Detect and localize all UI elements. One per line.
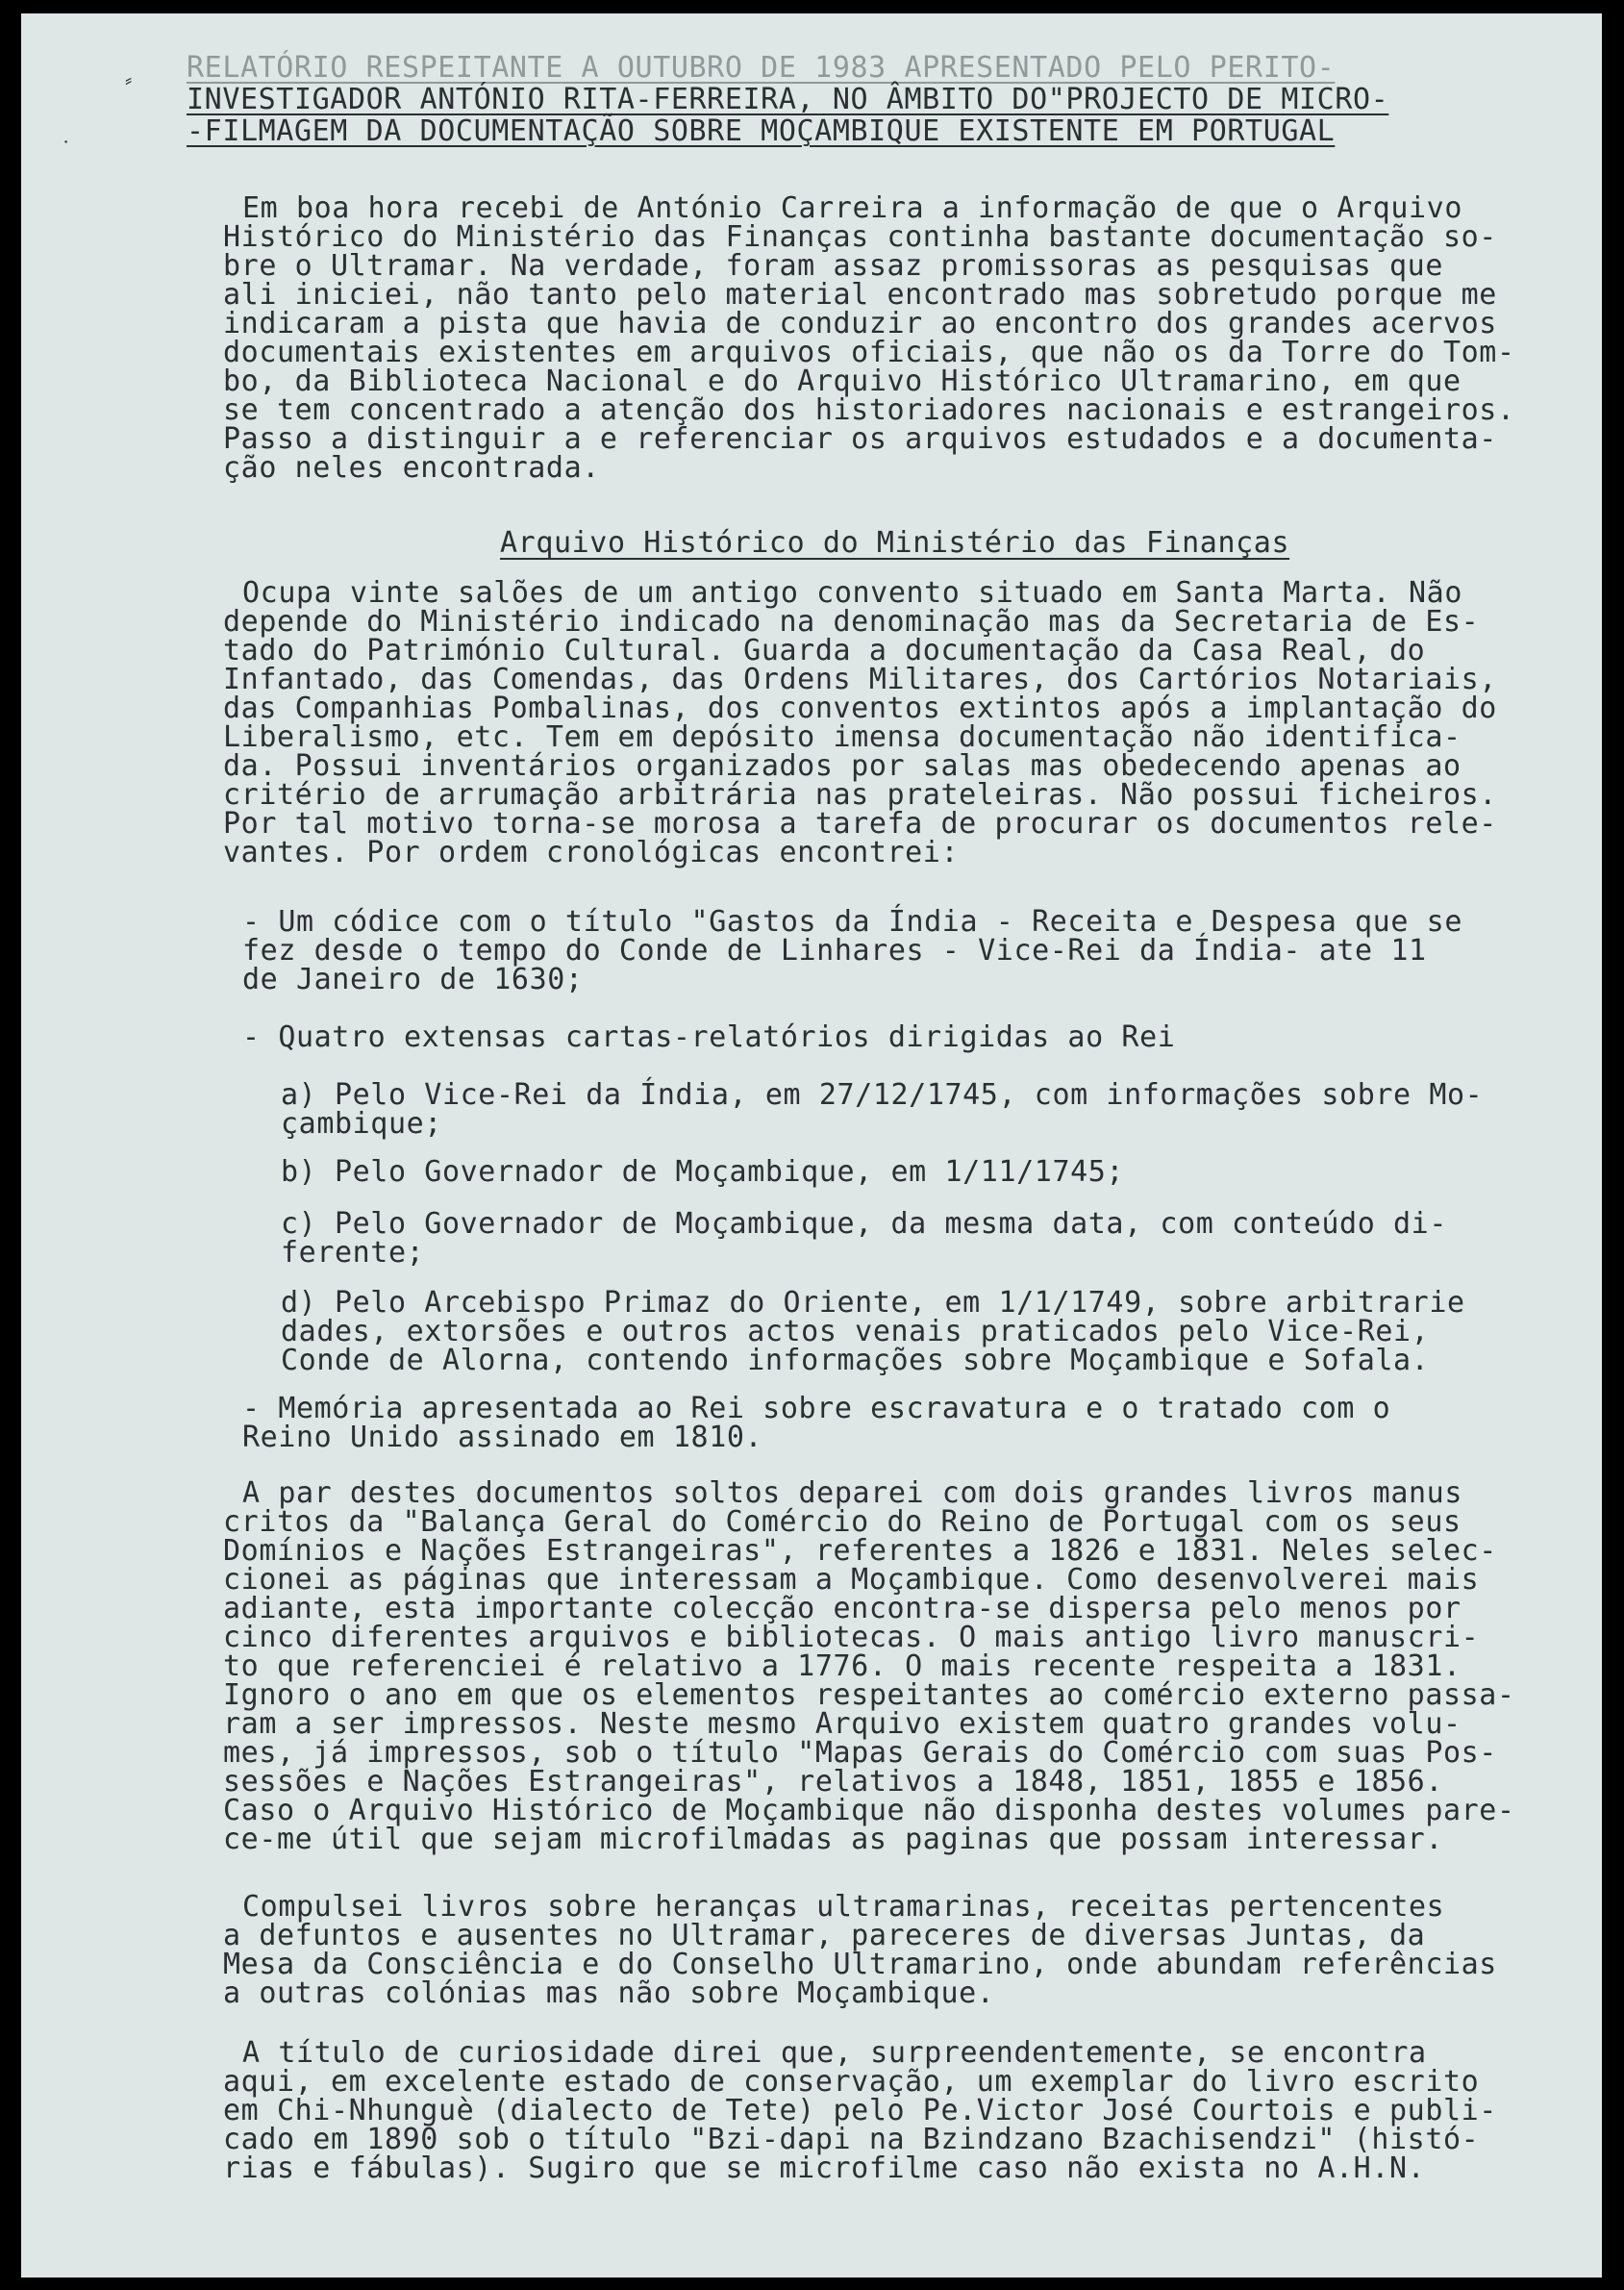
sub-item-line: b) Pelo Governador de Moçambique, em 1/11/1745; — [281, 1155, 1125, 1189]
intro-line: Em boa hora recebi de António Carreira a informação de que o Arquivo — [242, 191, 1462, 225]
sub-item-line: d) Pelo Arcebispo Primaz do Oriente, em 1/1/1749, sobre arbitrarie — [281, 1286, 1465, 1320]
section-heading: Arquivo Histórico do Ministério das Finanças — [500, 526, 1290, 560]
paragraph-line: A par destes documentos soltos deparei com dois grandes livros manus — [242, 1476, 1462, 1510]
sub-item-line: c) Pelo Governador de Moçambique, da mesma data, com conteúdo di- — [281, 1207, 1447, 1241]
report-title — [187, 52, 1533, 147]
paragraph-line: Ocupa vinte salões de um antigo convento situado em Santa Marta. Não — [242, 576, 1462, 610]
sub-item-line: dades, extorsões e outros actos venais praticados pelo Vice-Rei, — [281, 1315, 1430, 1348]
title-line: -FILMAGEM DA DOCUMENTAÇÃO SOBRE MOÇAMBIQUE EXISTENTE EM PORTUGAL — [187, 114, 1336, 148]
margin-mark: ˙ — [60, 138, 73, 163]
paragraph-line: vantes. Por ordem cronológicas encontrei: — [223, 836, 960, 869]
paragraph-line: cado em 1890 sob o título "Bzi-dapi na Bzindzano Bzachisendzi" (histó- — [223, 2123, 1480, 2156]
list-item-line: - Memória apresentada ao Rei sobre escravatura e o tratado com o — [242, 1392, 1391, 1425]
paragraph-line: rias e fábulas). Sugiro que se microfilme caso não exista no A.H.N. — [223, 2152, 1426, 2185]
paragraph-line: sessões e Nações Estrangeiras", relativos a 1848, 1851, 1855 e 1856. — [223, 1765, 1443, 1799]
paragraph-line: das Companhias Pombalinas, dos conventos extintos após a implantação do — [223, 692, 1497, 725]
list-item-line: - Quatro extensas cartas-relatórios dirigidas ao Rei — [242, 1020, 1176, 1054]
intro-line: indicaram a pista que havia de conduzir ao encontro dos grandes acervos — [223, 307, 1497, 340]
paragraph-line: critos da "Balança Geral do Comércio do Reino de Portugal com os seus — [223, 1505, 1462, 1539]
intro-line: ali iniciei, não tanto pelo material encontrado mas sobretudo porque me — [223, 278, 1497, 312]
paragraph-line: tado do Património Cultural. Guarda a documentação da Casa Real, do — [223, 634, 1426, 667]
paragraph-line: cionei as páginas que interessam a Moçambique. Como desenvolverei mais — [223, 1563, 1480, 1597]
paragraph-line: ram a ser impressos. Neste mesmo Arquivo existem quatro grandes volu- — [223, 1707, 1462, 1741]
paragraph-line: Ignoro o ano em que os elementos respeitantes ao comércio externo passa- — [223, 1678, 1515, 1712]
intro-line: Histórico do Ministério das Finanças continha bastante documentação so- — [223, 220, 1497, 254]
paragraph-line: depende do Ministério indicado na denominação mas da Secretaria de Es- — [223, 605, 1480, 639]
paragraph-line: to que referenciei é relativo a 1776. O mais recente respeita a 1831. — [223, 1649, 1462, 1683]
paragraph-line: Domínios e Nações Estrangeiras", referentes a 1826 e 1831. Neles selec- — [223, 1534, 1497, 1568]
paragraph-line: mes, já impressos, sob o título "Mapas Gerais do Comércio com suas Pos- — [223, 1736, 1497, 1770]
paragraph-line: Liberalismo, etc. Tem em depósito imensa documentação não identifica- — [223, 720, 1462, 754]
paragraph-line: critério de arrumação arbitrária nas prateleiras. Não possui ficheiros. — [223, 778, 1497, 812]
list-item-line: - Um códice com o título "Gastos da Índia - Receita e Despesa que se — [242, 905, 1462, 939]
paragraph-line: ce-me útil que sejam microfilmadas as paginas que possam interessar. — [223, 1823, 1443, 1856]
title-line: INVESTIGADOR ANTÓNIO RITA-FERREIRA, NO ÂMBITO DO"PROJECTO DE MICRO- — [187, 83, 1389, 116]
intro-line: documentais existentes em arquivos oficiais, que não os da Torre do Tom- — [223, 336, 1515, 369]
list-item-line: Reino Unido assinado em 1810. — [242, 1421, 763, 1454]
sub-item-line: çambique; — [281, 1107, 442, 1141]
intro-line: bre o Ultramar. Na verdade, foram assaz promissoras as pesquisas que — [223, 249, 1443, 283]
paragraph-line: a defuntos e ausentes no Ultramar, pareceres de diversas Juntas, da — [223, 1919, 1426, 1952]
paragraph-line: em Chi-Nhunguè (dialecto de Tete) pelo Pe.Victor José Courtois e publi- — [223, 2094, 1497, 2127]
sub-item-line: a) Pelo Vice-Rei da Índia, em 27/12/1745, com informações sobre Mo- — [281, 1078, 1484, 1112]
document-page — [21, 13, 1602, 2277]
paragraph-line: a outras colónias mas não sobre Moçambique. — [223, 1976, 995, 2010]
intro-line: bo, da Biblioteca Nacional e do Arquivo Histórico Ultramarino, em que — [223, 365, 1462, 398]
paragraph-line: Compulsei livros sobre heranças ultramarinas, receitas pertencentes — [242, 1890, 1445, 1924]
list-item-line: fez desde o tempo do Conde de Linhares - Vice-Rei da Índia- ate 11 — [242, 934, 1427, 968]
sub-item-line: ferente; — [281, 1236, 425, 1270]
paragraph-line: cinco diferentes arquivos e bibliotecas. O mais antigo livro manuscri- — [223, 1621, 1480, 1654]
margin-mark: ⸗ — [125, 68, 133, 92]
paragraph-line: Caso o Arquivo Histórico de Moçambique não disponha destes volumes pare- — [223, 1794, 1515, 1827]
title-line: RELATÓRIO RESPEITANTE A OUTUBRO DE 1983 APRESENTADO PELO PERITO- — [187, 51, 1336, 85]
paragraph-line: Infantado, das Comendas, das Ordens Militares, dos Cartórios Notariais, — [223, 663, 1497, 696]
paragraph-line: Mesa da Consciência e do Conselho Ultramarino, onde abundam referências — [223, 1948, 1497, 1981]
paragraph-line: Por tal motivo torna-se morosa a tarefa de procurar os documentos rele- — [223, 807, 1497, 841]
paragraph-line: da. Possui inventários organizados por salas mas obedecendo apenas ao — [223, 749, 1462, 783]
list-item-line: de Janeiro de 1630; — [242, 963, 584, 996]
intro-line: ção neles encontrada. — [223, 451, 600, 485]
paragraph-line: A título de curiosidade direi que, surpreendentemente, se encontra — [242, 2036, 1427, 2070]
paragraph-line: adiante, esta importante colecção encontra-se dispersa pelo menos por — [223, 1592, 1462, 1625]
intro-line: se tem concentrado a atenção dos historiadores nacionais e estrangeiros. — [223, 393, 1515, 427]
intro-line: Passo a distinguir a e referenciar os arquivos estudados e a documenta- — [223, 422, 1497, 456]
sub-item-line: Conde de Alorna, contendo informações sobre Moçambique e Sofala. — [281, 1344, 1430, 1377]
paragraph-line: aqui, em excelente estado de conservação, um exemplar do livro escrito — [223, 2065, 1480, 2099]
